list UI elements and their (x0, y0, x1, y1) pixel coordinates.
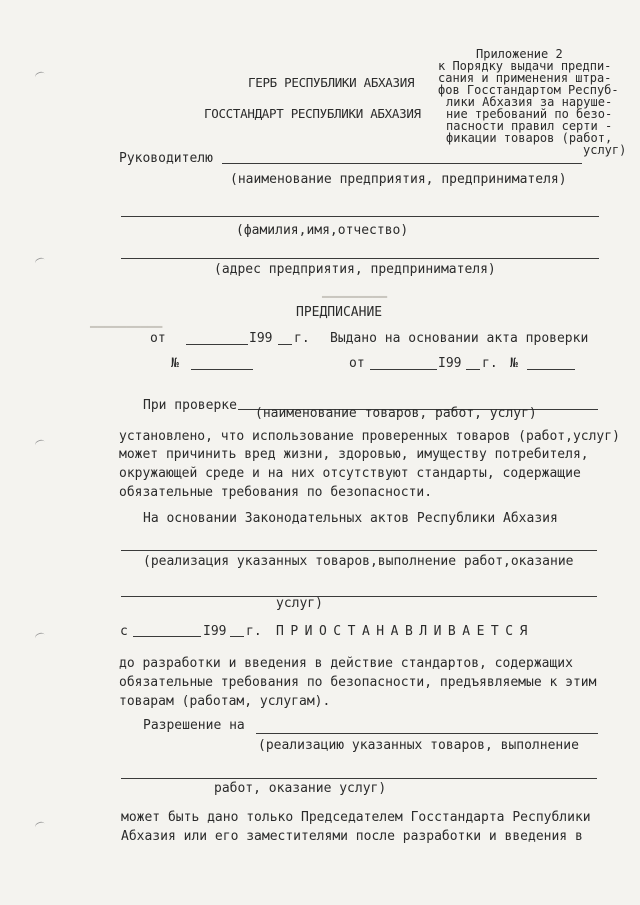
issued-basis: Выдано на основании акта проверки (330, 331, 589, 346)
suspension-year: I99 (203, 624, 227, 639)
suspension-text-line: до разработки и введения в действие стандартов, содержащих (119, 656, 573, 671)
permission-label: Разрешение на (143, 718, 245, 733)
suspended-word: ПРИОСТАНАВЛИВАЕТСЯ (276, 624, 534, 639)
permission-hint-2: работ, оказание услуг) (214, 781, 387, 796)
coat-of-arms-label: ГЕРБ РЕСПУБЛИКИ АБХАЗИЯ (248, 75, 415, 90)
hint-address: (адрес предприятия, предпринимателя) (214, 262, 496, 277)
permission-field-line-2 (121, 778, 597, 779)
order-from-label: от (150, 331, 166, 346)
appendix-line: ние требований по безо- (446, 107, 613, 121)
permission-text-line: может быть дано только Председателем Госстандарта Республики (121, 810, 591, 825)
permission-hint: (реализацию указанных товаров, выполнение (258, 738, 579, 753)
order-year: I99 (249, 331, 273, 346)
appendix-line: Приложение 2 (476, 47, 563, 61)
act-year-field-line (466, 369, 480, 370)
basis-field-line-2 (121, 596, 597, 597)
order-year-suffix: г. (294, 331, 310, 346)
act-number-field-line (527, 369, 575, 370)
punch-hole-mark (34, 257, 46, 267)
addressee-field-line (222, 163, 582, 164)
appendix-line: пасности правил серти - (446, 119, 613, 133)
inspection-label: При проверке (143, 398, 237, 413)
punch-hole-mark (34, 821, 46, 831)
year-field-line (278, 344, 292, 345)
basis-hint: (реализация указанных товаров,выполнение работ,оказание (143, 554, 574, 569)
hint-name: (фамилия,имя,отчество) (236, 223, 409, 238)
suspension-text-line: обязательные требования по безопасности, предъявляемые к этим (119, 675, 597, 690)
basis-line: На основании Законодательных актов Республики Абхазия (143, 511, 558, 526)
punch-hole-mark (34, 632, 46, 642)
permission-field-line (256, 733, 598, 734)
inspection-text-line: окружающей среде и на них отсутствуют стандарты, содержащие (119, 466, 581, 481)
address-field-line (121, 258, 599, 259)
basis-hint-2: услуг) (276, 596, 323, 611)
suspension-date-field-line (133, 636, 201, 637)
permission-text-line: Абхазия или его заместителями после разработки и введения в (121, 829, 583, 844)
act-year: I99 (438, 356, 462, 371)
act-date-field-line (370, 369, 437, 370)
inspection-text-line: установлено, что использование проверенных товаров (работ,услуг) (119, 429, 620, 444)
hint-enterprise: (наименование предприятия, предпринимателя) (230, 172, 567, 187)
suspension-year-field-line (230, 636, 244, 637)
inspection-text-line: обязательные требования по безопасности. (119, 485, 433, 500)
appendix-line: лики Абхазия за наруше- (446, 95, 613, 109)
punch-hole-mark (34, 71, 46, 81)
name-field-line (121, 216, 599, 217)
suspension-year-suffix: г. (246, 624, 262, 639)
document-page: Приложение 2 к Порядку выдачи предпи- сания и применения штра- фов Госстандартом Респуб- лики Абхазия за наруше- ние требований по безо- пасности правил серти - фикации товаров (работ, услуг) ГЕРБ РЕСПУБЛИКИ АБХАЗИЯ ГОССТАНДАРТ РЕСПУБЛИКИ АБХАЗИЯ Руководителю (наименование предприятия, предпринимателя) (фамилия,имя,отчество) (адрес предприятия, предпринимателя) ━━━━━━━━━ ━━━━━━━━━━ ПРЕДПИСАНИЕ от I99 г. Выдано на основании акта проверки № от I99 г. № При проверке (наименование товаров, работ, услуг) установлено, что использование проверенных товаров (работ,услуг) может причинить вред жизни, здоровью, имуществу потребителя, окружающей среде и на них отсутствуют стандарты, содержащие обязательные требования по безопасности. На основании Законодательных актов Республики Абхазия (реализация указанных товаров,выполнение работ,оказание услуг) с I99 г. ПРИОСТАНАВЛИВАЕТСЯ до разработки и введения в действие стандартов, содержащих обязательные требования по безопасности, предъявляемые к этим товарам (работам, услугам). Разрешение на (реализацию указанных товаров, выполнение работ, оказание услуг) может быть дано только Председателем Госстандарта Республики Абхазия или его заместителями после разработки и введения в (0, 0, 640, 905)
hint-goods: (наименование товаров, работ, услуг) (255, 406, 537, 421)
act-year-suffix: г. (482, 356, 498, 371)
addressee-label: Руководителю (119, 151, 213, 166)
agency-name: ГОССТАНДАРТ РЕСПУБЛИКИ АБХАЗИЯ (204, 106, 421, 121)
punch-hole-mark (34, 439, 46, 449)
appendix-line: фикации товаров (работ, (446, 131, 613, 145)
appendix-line: услуг) (583, 143, 627, 157)
inspection-text-line: может причинить вред жизни, здоровью, имуществу потребителя, (119, 447, 589, 462)
suspension-text-line: товарам (работам, услугам). (119, 694, 331, 709)
basis-field-line (121, 550, 597, 551)
order-title: ПРЕДПИСАНИЕ (296, 305, 383, 320)
appendix-line: к Порядку выдачи предпи- (438, 59, 612, 73)
act-from-label: от (349, 356, 365, 371)
number-field-line (191, 369, 253, 370)
suspension-from-label: с (120, 624, 128, 639)
appendix-line: сания и применения штра- (438, 71, 612, 85)
date-field-line (186, 344, 248, 345)
number-sign: № (171, 356, 179, 371)
act-number-sign: № (510, 356, 518, 371)
appendix-line: фов Госстандартом Респуб- (438, 83, 619, 97)
